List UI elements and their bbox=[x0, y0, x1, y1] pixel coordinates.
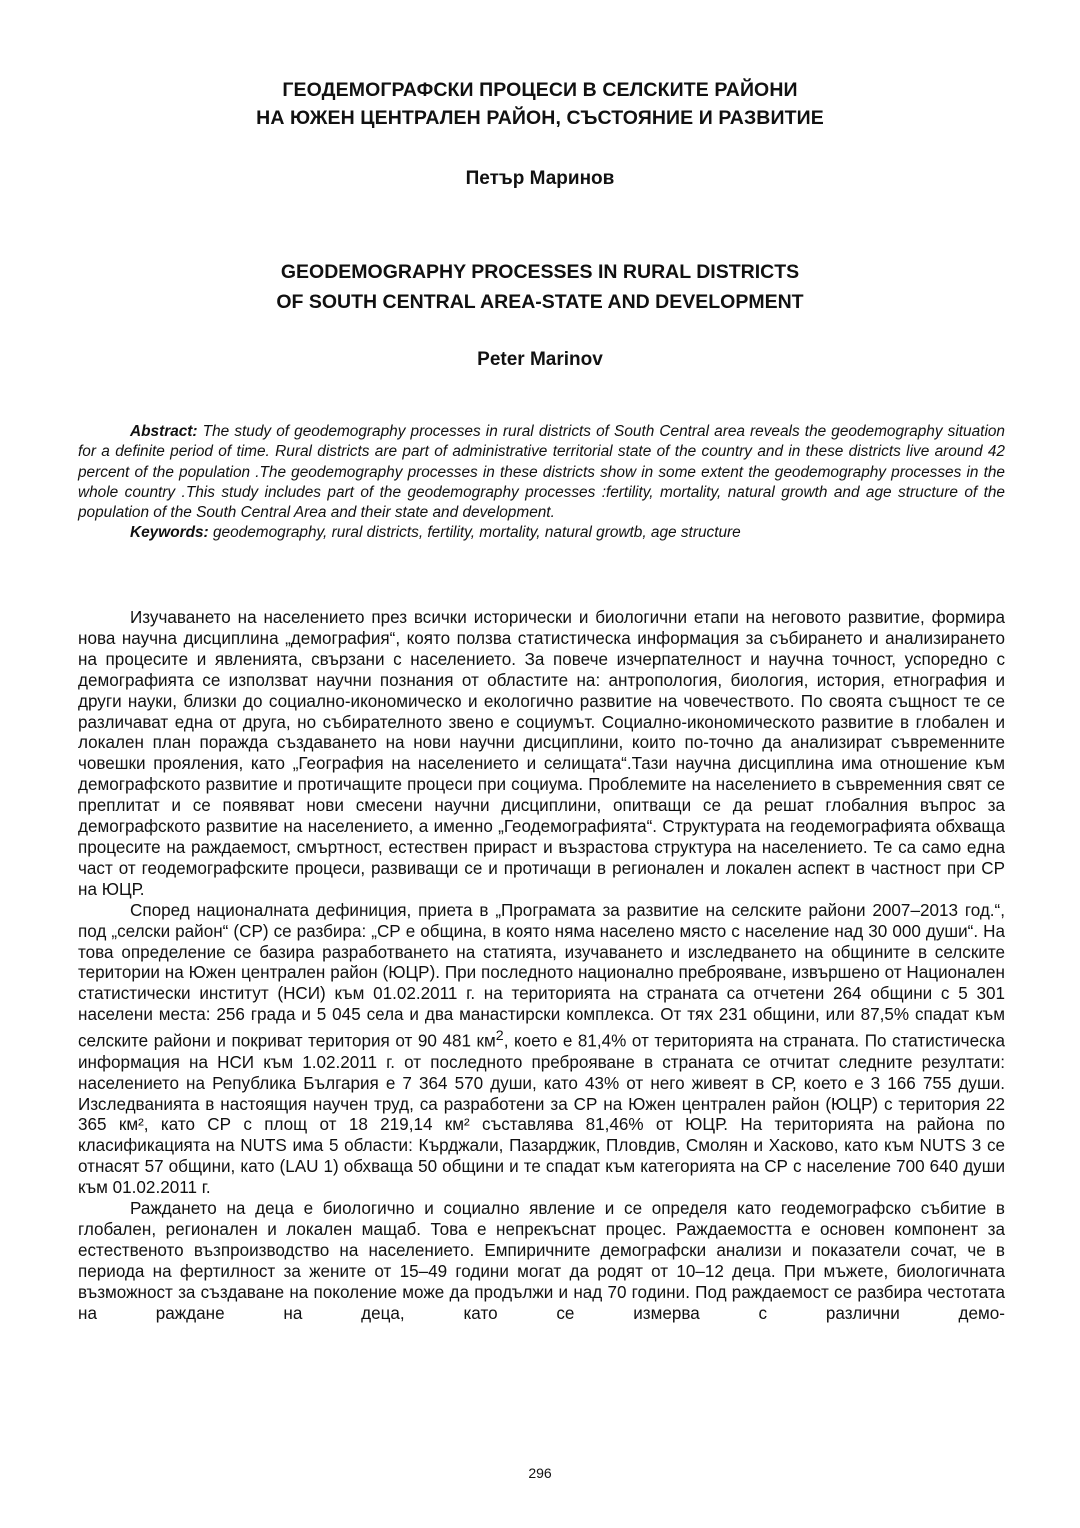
body-paragraph-1: Изучаването на населението през всички исторически и биологични етапи на неговото развитие, формира нова научна дисциплина „демография“, която ползва статистическа информация за събирането и анализирането на процесите и явленията, свързани с населението. За повече изчерпателност и научна точност, успоредно с демографията се използват научни познания от областите на: антропология, биология, история, етнография и други науки, близки до социално-икономическо и екологично развитие на човечеството. По своята същност те се различават една от друга, но събирателното звено е социумът. Социално-икономическото развитие в глобален и локален план поражда създаването на нови научни дисциплини, които по-точно да анализират съвременните човешки прояления, като „География на населението и селищата“.Тази научна дисциплина има отношение към демографското развитие и протичащите процеси при социума. Проблемите на населението в съвременния свят се преплитат и се появяват нови смесени научни дисциплини, опитващи се да решат глобалния въпрос за демографското развитие на населението, а именно „Геодемографията“. Структурата на геодемографията обхваща процесите на раждаемост, смъртност, естествен прираст и възрастова структура на населението. Те са само една част от геодемографските процеси, развиващи се и протичащи в регионален и локален аспект в частност при СР на ЮЦР. bbox=[78, 608, 1005, 899]
page-number: 296 bbox=[528, 1465, 552, 1481]
abstract-paragraph bbox=[78, 422, 1005, 523]
title-bulgarian-line-1: ГЕОДЕМОГРАФСКИ ПРОЦЕСИ В СЕЛСКИТЕ РАЙОНИ bbox=[282, 79, 798, 101]
body-paragraph-3: Раждането на деца е биологично и социално явление и се определя като геодемографско събитие в глобален, регионален и локален мащаб. Това е непрекъснат процес. Раждаемостта е основен компонент за естественото възпроизводство на населението. Емпиричните демографски анализи и показатели сочат, че в периода на фертилност за жените от 15–49 години могат да родят от 10–12 деца. При мъжете, биологичната възможност за създаване на поколение може да продължи и над 70 години. Под раждаемост се разбира честотата на раждане на деца, като се измерва с различни демо- bbox=[78, 1199, 1005, 1323]
title-english bbox=[0, 257, 1080, 317]
body-paragraph-2-part-a: Според националната дефиниция, приета в „Програмата за развитие на селските райони 2007–2013 год.“, под „селски район“ (СР) се разбира: „СР е община, в която няма населено място с население над 30 000 души“. На това определение се базира разработването на статията, изучаването и изследването на общините в селските територии на Южен централен район (ЮЦР). При последното национално преброяване, извършено от Национален статистически институт (НСИ) към 01.02.2011 г. на територията на страната са отчетени 264 общини с 5 301 населени места: 256 града и 5 045 села и два манастирски комплекса. От тях 231 общини, или 87,5% спадат към селските райони и покриват територия от 90 481 км bbox=[78, 900, 1005, 1051]
keywords-paragraph bbox=[78, 523, 1005, 543]
author-bulgarian: Петър Маринов bbox=[465, 168, 615, 189]
title-bulgarian bbox=[0, 76, 1080, 132]
abstract-label: Abstract: bbox=[130, 423, 198, 440]
keywords-label: Keywords: bbox=[130, 524, 209, 542]
body-text bbox=[78, 608, 1005, 1325]
author-english: Peter Marinov bbox=[477, 349, 603, 370]
abstract-text: The study of geodemography processes in rural districts of South Central area reveals the geodemography situation for a definite period of time. Rural districts are part of administrative territorial state of the country and in these districts live around 42 percent of the population .The geodemography processes in these districts show in some extent the geodemography processes in the whole country .This study includes part of the geodemography processes :fertility, mortality, natural growth and age structure of the population of the South Central Area and their state and development. bbox=[78, 423, 1005, 522]
body-paragraph-2-part-b: , което е 81,4% от територията на страната. По статистическа информация на НСИ към 1.02.2011 г. от последното преброяване в страната се отчитат следните резултати: населението на Република България е 7 364 570 души, като 43% от него живеят в СР, което е 3 166 755 души. Изследванията в настоящия научен труд, са разработени за СР на Южен централен район (ЮЦР) с територия 22 365 км², като СР с площ от 18 219,14 км² съставлява 81,46% от ЮЦР. На територията на района по класификацията на NUTS има 5 области: Кърджали, Пазарджик, Пловдив, Смолян и Хасково, като към NUTS 3 се отнасят 57 общини, като (LAU 1) обхваща 50 общини и те спадат към категорията на СР с население 700 640 души към 01.02.2011 г. bbox=[78, 1031, 1005, 1198]
title-english-line-1: GEODEMOGRAPHY PROCESSES IN RURAL DISTRICTS bbox=[280, 261, 800, 283]
title-english-line-2: OF SOUTH CENTRAL AREA-STATE AND DEVELOPMENT bbox=[276, 291, 804, 313]
keywords-text: geodemography, rural districts, fertility, mortality, natural growtb, age structure bbox=[208, 524, 741, 542]
title-bulgarian-line-2: НА ЮЖЕН ЦЕНТРАЛЕН РАЙОН, СЪСТОЯНИЕ И РАЗВИТИЕ bbox=[256, 107, 824, 129]
superscript-2: 2 bbox=[495, 1028, 504, 1045]
body-paragraph-2 bbox=[78, 901, 1005, 1199]
abstract-block bbox=[78, 422, 1005, 544]
